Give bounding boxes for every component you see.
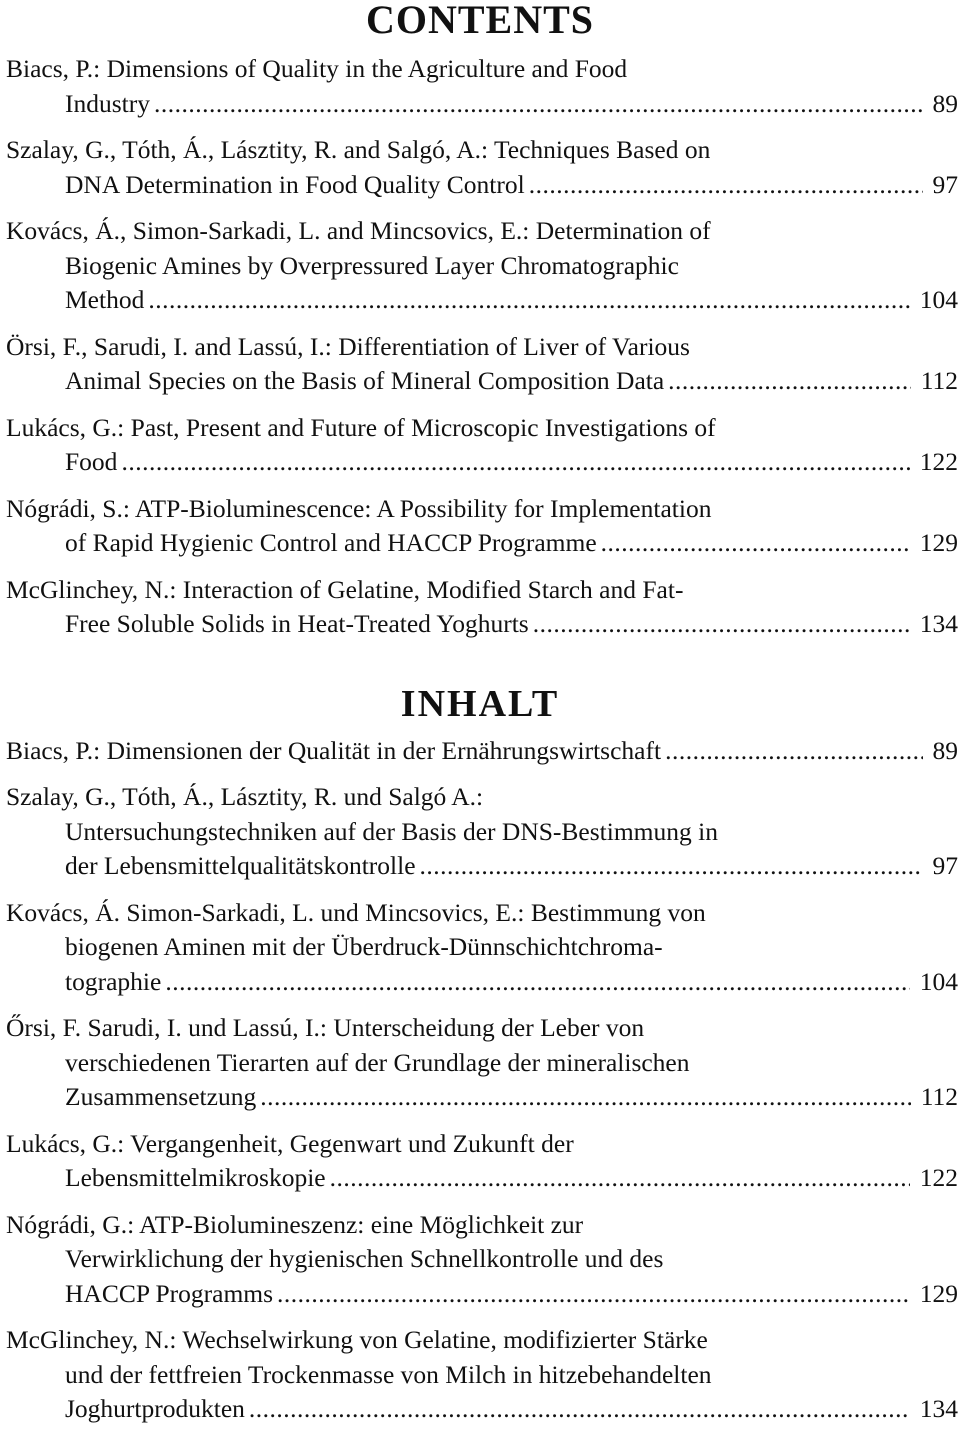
page-number: 104 — [919, 966, 958, 996]
entry-line: Nógrádi, S.: ATP-Bioluminescence: A Possibility for Implementation — [6, 493, 712, 523]
entry-line: Örsi, F., Sarudi, I. and Lassú, I.: Differentiation of Liver of Various — [6, 331, 690, 361]
page-number: 89 — [932, 88, 958, 118]
toc-entry — [0, 492, 960, 561]
toc-entry — [0, 734, 960, 769]
entry-title-end: Food — [65, 447, 118, 476]
entry-line: Szalay, G., Tóth, Á., Lásztity, R. and Salgó, A.: Techniques Based on — [6, 135, 711, 164]
entry-title-end: Method — [65, 285, 145, 314]
entry-title-end: Animal Species on the Basis of Mineral Composition Data — [65, 366, 665, 395]
entry-line: Őrsi, F. Sarudi, I. und Lassú, I.: Unterscheidung der Leber von — [6, 1013, 645, 1042]
dot-leader — [165, 965, 909, 1000]
dot-leader — [668, 364, 911, 399]
page-number: 112 — [920, 366, 958, 395]
toc-entry — [0, 1011, 960, 1115]
page-number: 134 — [919, 609, 958, 638]
entry-line: McGlinchey, N.: Wechselwirkung von Gelatine, modifizierter Stärke — [6, 1325, 708, 1354]
entry-last-line — [6, 849, 958, 884]
dot-leader — [529, 168, 923, 203]
entry-last-line — [6, 1277, 958, 1312]
toc-entry — [0, 780, 960, 884]
page-number: 89 — [932, 735, 958, 765]
entry-line: biogenen Aminen mit der Überdruck-Dünnschichtchroma- — [65, 932, 663, 961]
entry-last-line — [6, 607, 958, 642]
dot-leader — [148, 283, 909, 318]
dot-leader — [277, 1277, 910, 1312]
entry-title-end: tographie — [65, 966, 162, 996]
page-number: 129 — [919, 1278, 958, 1308]
entry-line: Kovács, Á., Simon-Sarkadi, L. and Mincsovics, E.: Determination of — [6, 216, 711, 245]
toc-entry — [0, 411, 960, 480]
entry-title-end: Free Soluble Solids in Heat-Treated Yoghurts — [65, 609, 529, 638]
entry-last-line — [6, 168, 958, 203]
entry-line: Biacs, P.: Dimensions of Quality in the Agriculture and Food — [6, 54, 628, 83]
entry-line: Biogenic Amines by Overpressured Layer Chromatographic — [65, 250, 679, 280]
dot-leader — [330, 1161, 910, 1196]
entry-last-line — [6, 1161, 958, 1196]
entry-last-line — [6, 965, 958, 1000]
entry-title-end: HACCP Programms — [65, 1278, 274, 1308]
page-number: 122 — [919, 447, 958, 476]
entry-line: Nógrádi, G.: ATP-Biolumineszenz: eine Möglichkeit zur — [6, 1209, 584, 1239]
entry-title-end: DNA Determination in Food Quality Control — [65, 169, 525, 199]
page-number: 97 — [932, 851, 958, 880]
entry-last-line — [6, 445, 958, 480]
entry-line: und der fettfreien Trockenmasse von Milch in hitzebehandelten — [65, 1359, 712, 1389]
dot-leader — [121, 445, 909, 480]
entry-line: Verwirklichung der hygienischen Schnellkontrolle und des — [65, 1244, 664, 1273]
entry-last-line — [6, 526, 958, 561]
entry-title-end: der Lebensmittelqualitätskontrolle — [65, 851, 416, 880]
page-number: 112 — [920, 1082, 958, 1111]
entry-line: Szalay, G., Tóth, Á., Lásztity, R. und Salgó A.: — [6, 782, 484, 811]
toc-entry — [0, 573, 960, 642]
entry-last-line — [6, 283, 958, 318]
toc-entry — [0, 1323, 960, 1427]
dot-leader — [260, 1080, 910, 1115]
entry-last-line — [6, 87, 958, 122]
toc-entry — [0, 133, 960, 202]
toc-entry — [0, 214, 960, 318]
dot-leader — [420, 849, 923, 884]
dot-leader — [665, 734, 922, 769]
entry-line: verschiedenen Tierarten auf der Grundlage der mineralischen — [65, 1047, 690, 1077]
entry-title-end: Industry — [65, 88, 150, 118]
entry-line: Untersuchungstechniken auf der Basis der DNS-Bestimmung in — [65, 816, 718, 846]
entry-last-line — [6, 1392, 958, 1427]
page-number: 97 — [932, 169, 958, 199]
entry-line: Lukács, G.: Past, Present and Future of Microscopic Investigations of — [6, 412, 716, 442]
entry-line: Lukács, G.: Vergangenheit, Gegenwart und Zukunft der — [6, 1128, 574, 1158]
entry-line: Kovács, Á. Simon-Sarkadi, L. und Mincsovics, E.: Bestimmung von — [6, 897, 706, 927]
page-number: 122 — [919, 1163, 958, 1192]
entry-last-line — [6, 1080, 958, 1115]
dot-leader — [601, 526, 910, 561]
entry-title-end: of Rapid Hygienic Control and HACCP Programme — [65, 528, 597, 557]
toc-entry — [0, 1208, 960, 1312]
entry-title-end: Lebensmittelmikroskopie — [65, 1163, 326, 1192]
entry-title-end: Biacs, P.: Dimensionen der Qualität in der Ernährungswirtschaft — [6, 735, 662, 765]
inhalt-heading: INHALT — [400, 682, 560, 725]
toc-entry — [0, 52, 960, 121]
page-number: 104 — [919, 285, 958, 314]
toc-entry — [0, 896, 960, 1000]
entry-last-line — [6, 734, 958, 769]
page-number: 129 — [919, 528, 958, 557]
dot-leader — [154, 87, 923, 122]
entry-title-end: Joghurtprodukten — [65, 1394, 245, 1423]
contents-heading: CONTENTS — [365, 0, 595, 42]
entry-title-end: Zusammensetzung — [65, 1082, 257, 1111]
page-number: 134 — [919, 1394, 958, 1423]
contents-list — [0, 52, 960, 642]
dot-leader — [249, 1392, 910, 1427]
entry-line: McGlinchey, N.: Interaction of Gelatine, Modified Starch and Fat- — [6, 574, 684, 604]
toc-entry — [0, 330, 960, 399]
dot-leader — [533, 607, 910, 642]
toc-entry — [0, 1127, 960, 1196]
inhalt-list — [0, 734, 960, 1427]
entry-last-line — [6, 364, 958, 399]
